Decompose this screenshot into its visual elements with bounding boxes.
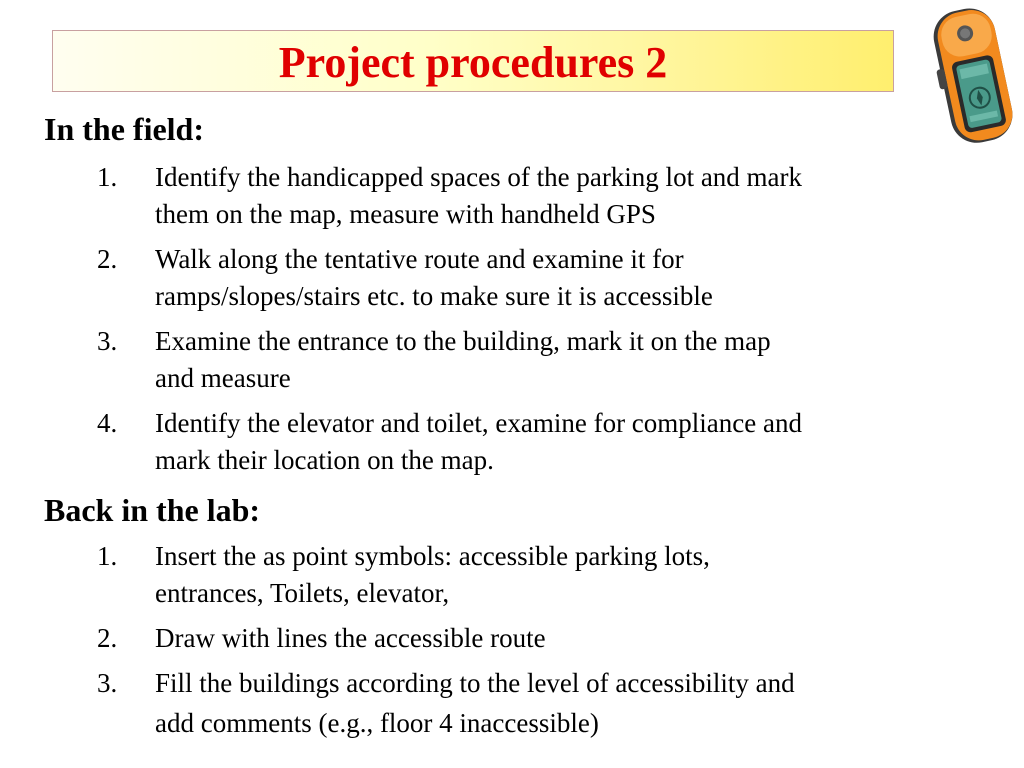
item-number: 1. bbox=[97, 541, 118, 571]
item-line: Identify the elevator and toilet, examine for compliance and bbox=[155, 408, 802, 438]
title-banner bbox=[52, 30, 894, 92]
item-line: add comments (e.g., floor 4 inaccessible) bbox=[155, 708, 599, 738]
item-line: Insert the as point symbols: accessible parking lots, bbox=[155, 541, 710, 571]
item-line: Walk along the tentative route and examine it for bbox=[155, 244, 684, 274]
item-number: 4. bbox=[97, 408, 118, 438]
item-number: 2. bbox=[97, 623, 118, 653]
list-item bbox=[0, 405, 1024, 479]
slide-title: Project procedures 2 bbox=[278, 38, 668, 87]
item-line: them on the map, measure with handheld GPS bbox=[155, 199, 656, 229]
item-line: Draw with lines the accessible route bbox=[155, 623, 546, 653]
handheld-gps-icon bbox=[928, 2, 1024, 148]
section-heading-back-in-the-lab: Back in the lab: bbox=[44, 492, 261, 528]
lab-steps-list bbox=[0, 538, 1024, 742]
item-number: 2. bbox=[97, 244, 118, 274]
item-line: Identify the handicapped spaces of the parking lot and mark bbox=[155, 162, 803, 192]
list-item bbox=[0, 665, 1024, 742]
list-item bbox=[0, 159, 1024, 233]
item-number: 1. bbox=[97, 162, 118, 192]
item-number: 3. bbox=[97, 326, 118, 356]
list-item bbox=[0, 620, 1024, 657]
list-item bbox=[0, 323, 1024, 397]
list-item bbox=[0, 241, 1024, 315]
section-heading-in-the-field: In the field: bbox=[44, 111, 204, 147]
item-line: Examine the entrance to the building, mark it on the map bbox=[155, 326, 771, 356]
field-steps-list bbox=[0, 159, 1024, 479]
item-line: and measure bbox=[155, 363, 291, 393]
item-number: 3. bbox=[97, 668, 118, 698]
item-line: entrances, Toilets, elevator, bbox=[155, 578, 450, 608]
item-line: ramps/slopes/stairs etc. to make sure it is accessible bbox=[155, 281, 713, 311]
list-item bbox=[0, 538, 1024, 612]
item-line: Fill the buildings according to the level of accessibility and bbox=[155, 668, 795, 698]
item-line: mark their location on the map. bbox=[155, 445, 494, 475]
